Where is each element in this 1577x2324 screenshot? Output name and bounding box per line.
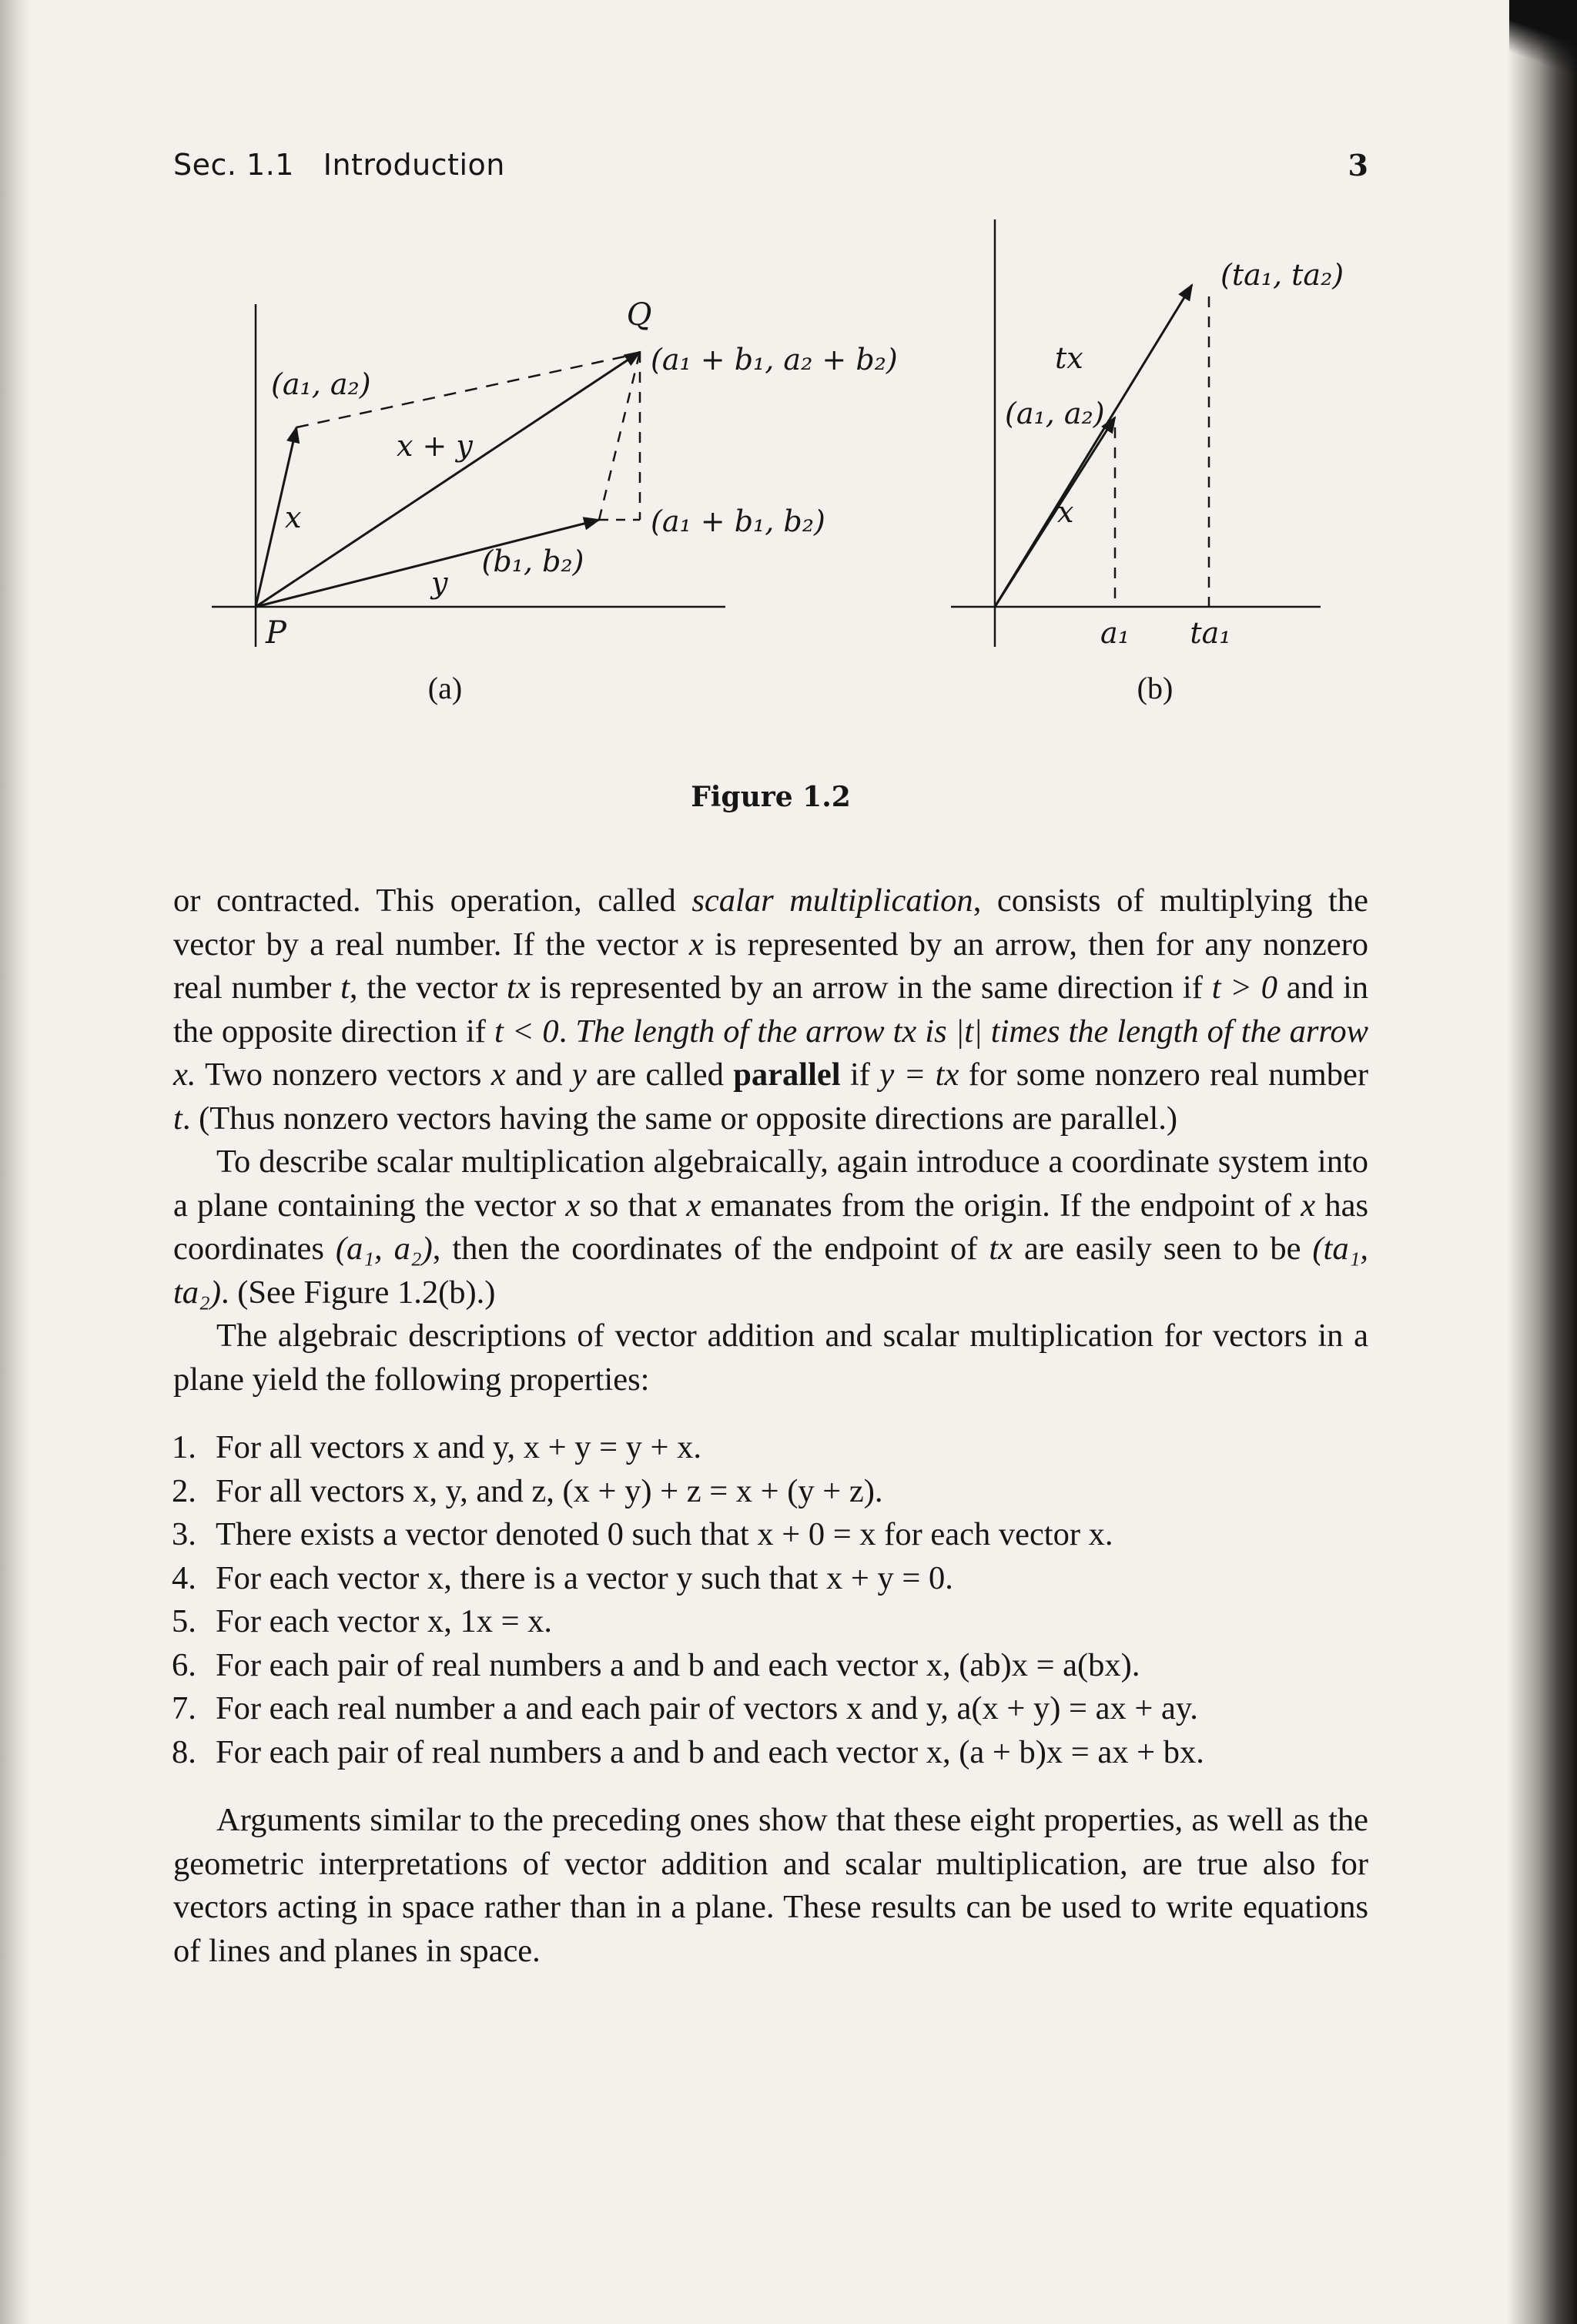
property-item: 6. For each pair of real numbers a and b and each vector x, (ab)x = a(bx). xyxy=(172,1646,1140,1683)
property-item: 3. There exists a vector denoted 0 such that x + 0 = x for each vector x. xyxy=(172,1516,1113,1552)
label-x-plus-y: x + y xyxy=(397,429,473,463)
property-item: 2. For all vectors x, y, and z, (x + y) + z = x + (y + z). xyxy=(172,1472,883,1509)
panel-label-a: (a) xyxy=(427,671,463,705)
label-sum-coord: (a₁ + b₁, a₂ + b₂) xyxy=(651,343,898,377)
dashed-line-right xyxy=(599,352,640,520)
figure-caption: Figure 1.2 xyxy=(691,781,851,813)
body-text xyxy=(173,879,1368,1973)
page-number: 3 xyxy=(1348,148,1368,183)
label-x: x xyxy=(285,501,302,534)
label-x-b: x xyxy=(1057,495,1074,529)
page-corner-shadow xyxy=(1509,0,1577,85)
vector-x-arrow-b xyxy=(995,417,1115,607)
property-item: 5. For each vector x, 1x = x. xyxy=(172,1603,553,1639)
paragraph-2: To describe scalar multiplication algebraically, again introduce a coordinate system into a plane containing the vector x so that x emanates from the origin. If the endpoint of x has coordinates (a₁, a₂), then the coordinates of the endpoint of tx are easily seen to be (ta₁, ta₂). (See Figure 1.2(b).) xyxy=(173,1144,1368,1311)
label-mid-coord: (a₁ + b₁, b₂) xyxy=(651,504,825,538)
label-a1-tick: a₁ xyxy=(1100,616,1130,650)
running-head xyxy=(173,148,1368,186)
paragraph-3: The algebraic descriptions of vector addition and scalar multiplication for vectors in a plane yield the following properties: xyxy=(173,1318,1368,1398)
label-q: Q xyxy=(626,297,652,333)
property-item: 8. For each pair of real numbers a and b and each vector x, (a + b)x = ax + bx. xyxy=(172,1733,1204,1770)
panel-label-b: (b) xyxy=(1137,671,1174,705)
section-title: Sec. 1.1 Introduction xyxy=(173,148,505,182)
label-b1b2: (b₁, b₂) xyxy=(481,544,584,578)
label-ta1-tick: ta₁ xyxy=(1190,616,1231,650)
label-y: y xyxy=(431,566,448,600)
page-shadow-left xyxy=(0,0,31,2324)
paragraph-4: Arguments similar to the preceding ones show that these eight properties, as well as the geometric interpretations of vector addition and scalar multiplication, are true also for vectors acting in space rather than in a plane. These results can be used to write equations of lines and planes in space. xyxy=(173,1802,1368,1969)
property-item: 4. For each vector x, there is a vector y such that x + y = 0. xyxy=(172,1559,953,1596)
figure-b-scalar-multiplication xyxy=(947,216,1378,662)
label-ta1ta2: (ta₁, ta₂) xyxy=(1220,258,1344,292)
figure-a-vector-addition xyxy=(208,293,898,678)
property-item: 7. For each real number a and each pair of vectors x and y, a(x + y) = ax + ay. xyxy=(172,1690,1198,1726)
label-p: P xyxy=(266,615,286,651)
label-a1a2-b: (a₁, a₂) xyxy=(1005,397,1105,430)
property-item: 1. For all vectors x and y, x + y = y + x. xyxy=(172,1429,702,1465)
paragraph-1: or contracted. This operation, called scalar multiplication, consists of multiplying the vector by a real number. If the vector x is represented by an arrow, then for any nonzero real number t, the vector tx is represented by an arrow in the same direction if t > 0 and in the opposite direction if t < 0. The length of the arrow tx is |t| times the length of the arrow x. Two nonzero vectors x and y are called parallel if y = tx for some nonzero real number t. (Thus nonzero vectors having the same or opposite directions are parallel.) xyxy=(173,882,1369,1137)
label-a1a2: (a₁, a₂) xyxy=(271,367,371,401)
label-tx: tx xyxy=(1055,341,1083,375)
properties-list xyxy=(173,1426,1368,1774)
book-spine-edge xyxy=(1508,0,1577,2324)
